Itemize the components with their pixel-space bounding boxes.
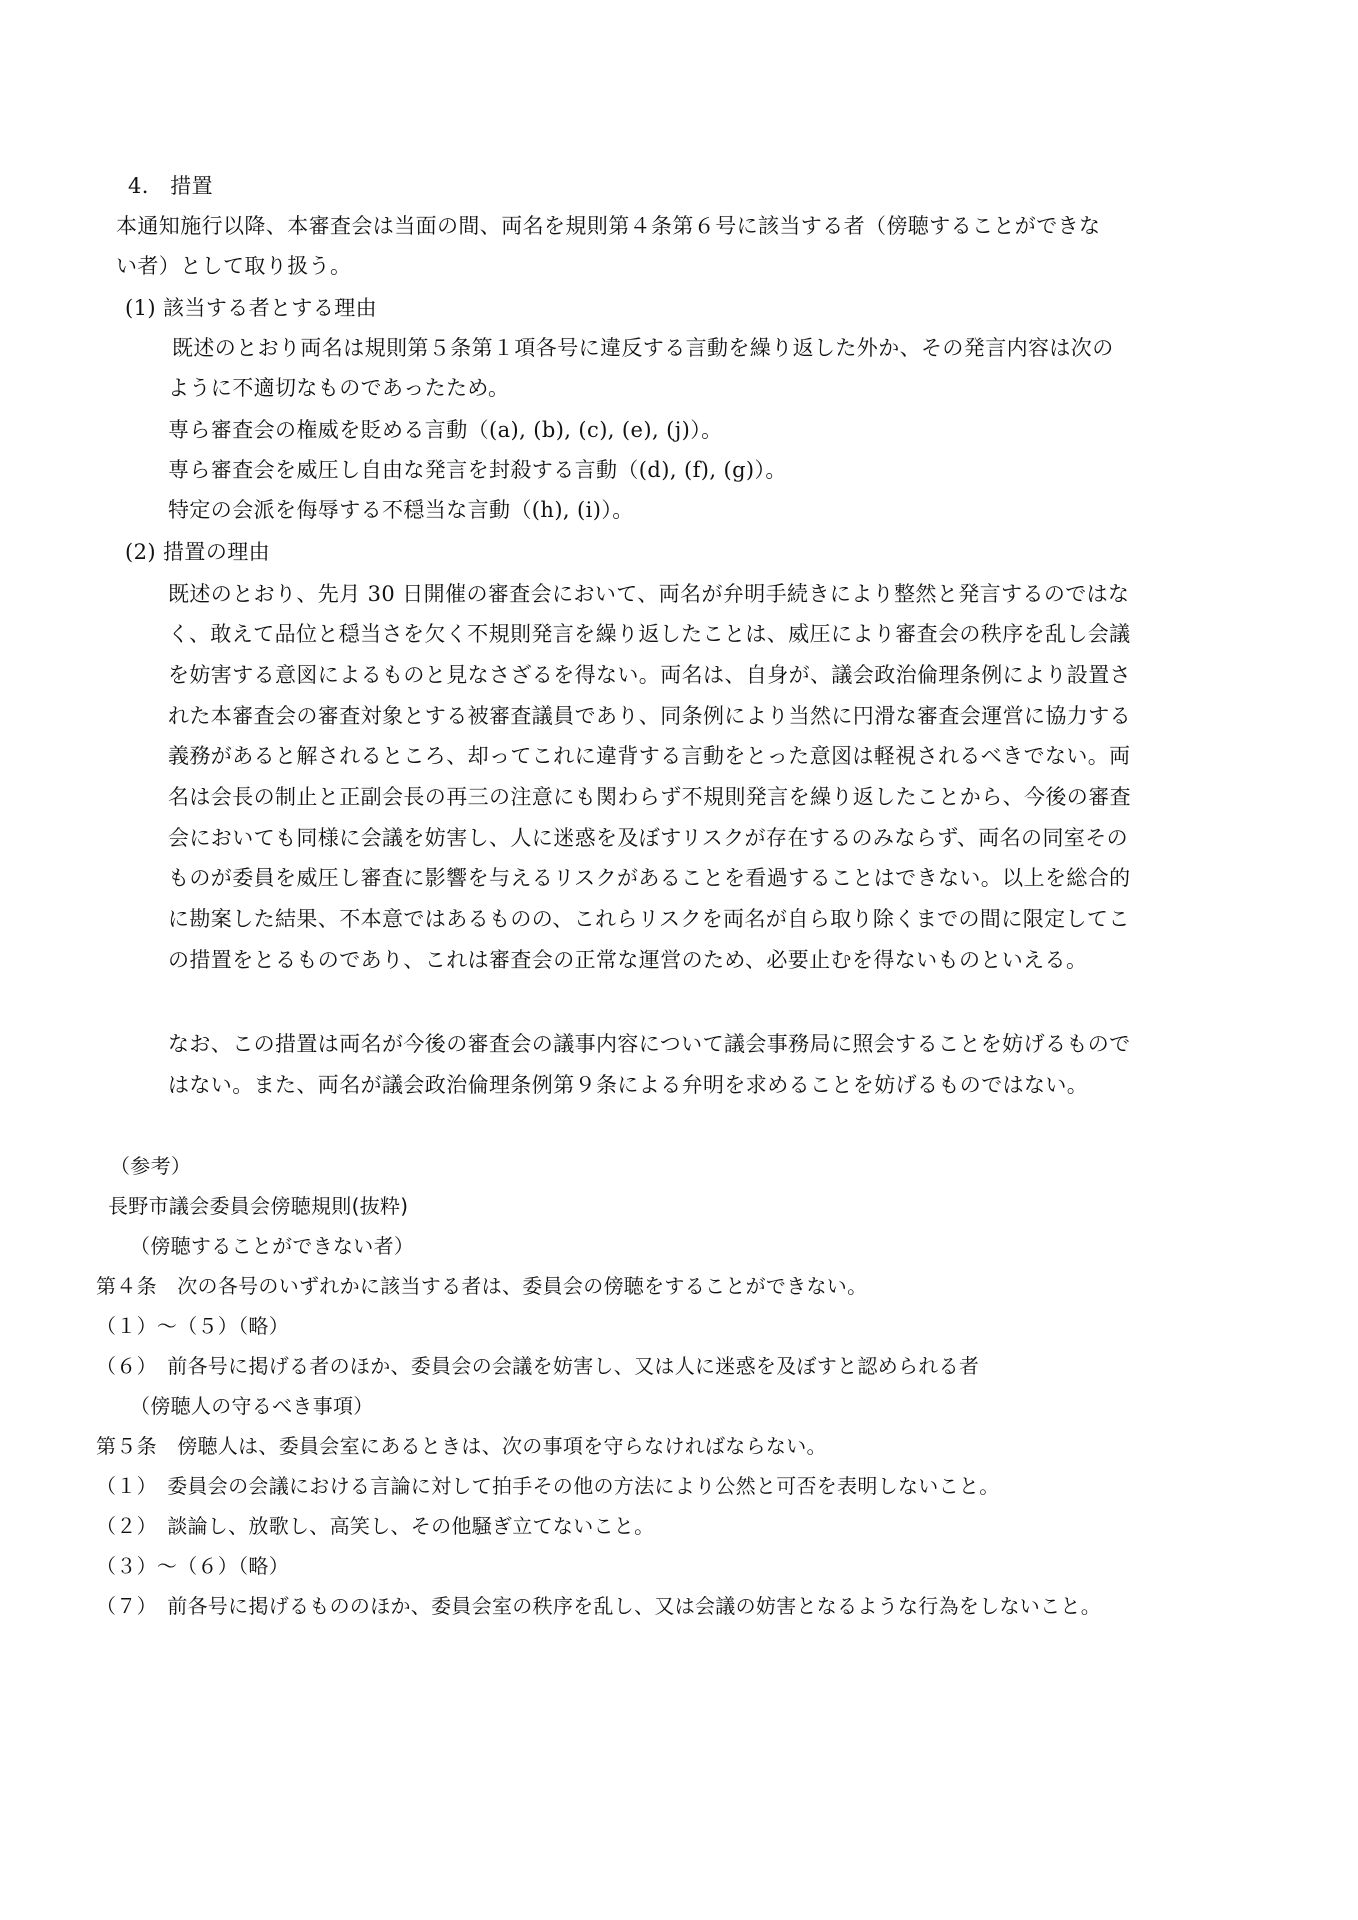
item2-paragraph-line: 義務があると解されるところ、却ってこれに違背する言動をとった意図は軽視されるべきでない。両 [168,744,1131,768]
article-item: （３）～（６）（略） [96,1554,289,1578]
article-4: 第４条 次の各号のいずれかに該当する者は、委員会の傍聴をすることができない。 [96,1274,868,1298]
reason-line: 専ら審査会の権威を貶める言動（(a), (b), (c), (e), (j)）。 [168,418,723,442]
item1-paragraph-line: 既述のとおり両名は規則第５条第１項各号に違反する言動を繰り返した外か、その発言内容は次の [172,336,1114,360]
item2-paragraph-line: 既述のとおり、先月 30 日開催の審査会において、両名が弁明手続きにより整然と発言するのではな [168,582,1130,606]
item2-paragraph-line: く、敢えて品位と穏当さを欠く不規則発言を繰り返したことは、威圧により審査会の秩序を乱し会議 [168,622,1131,646]
article-item: （６） 前各号に掲げる者のほか、委員会の会議を妨害し、又は人に迷惑を及ぼすと認められる者 [96,1354,980,1378]
item2-paragraph-line: 会においても同様に会議を妨害し、人に迷惑を及ぼすリスクが存在するのみならず、両名の同室その [168,826,1129,850]
item1-paragraph-line: ように不適切なものであったため。 [168,376,510,400]
note-line: なお、この措置は両名が今後の審査会の議事内容について議会事務局に照会することを妨げるもので [168,1032,1131,1056]
article-caption: （傍聴人の守るべき事項） [130,1394,374,1418]
item2-paragraph-line: 名は会長の制止と正副会長の再三の注意にも関わらず不規則発言を繰り返したことから、今後の審査 [168,785,1131,809]
item1-heading: (1) 該当する者とする理由 [125,296,378,320]
item2-paragraph-line: れた本審査会の審査対象とする被審査議員であり、同条例により当然に円滑な審査会運営に協力する [168,704,1131,728]
article-item: （１） 委員会の会議における言論に対して拍手その他の方法により公然と可否を表明しないこと。 [96,1474,1000,1498]
item2-paragraph-line: に勘案した結果、不本意ではあるものの、これらリスクを両名が自ら取り除くまでの間に限定してこ [168,907,1130,931]
section-heading: 4. 措置 [128,174,214,198]
item2-paragraph-line: を妨害する意図によるものと見なさざるを得ない。両名は、自身が、議会政治倫理条例により設置さ [168,663,1131,687]
reference-label: （参考） [110,1154,192,1178]
note-line: はない。また、両名が議会政治倫理条例第９条による弁明を求めることを妨げるものではない。 [168,1073,1089,1097]
article-5: 第５条 傍聴人は、委員会室にあるときは、次の事項を守らなければならない。 [96,1434,827,1458]
item2-paragraph-line: の措置をとるものであり、これは審査会の正常な運営のため、必要止むを得ないものといえる。 [168,948,1088,972]
intro-line: い者）として取り扱う。 [116,254,352,278]
reason-line: 特定の会派を侮辱する不穏当な言動（(h), (i)）。 [168,498,634,522]
reference-title: 長野市議会委員会傍聴規則(抜粋) [108,1194,409,1218]
item2-heading: (2) 措置の理由 [125,540,271,564]
article-item: （１）～（５）（略） [96,1314,289,1338]
item2-paragraph-line: ものが委員を威圧し審査に影響を与えるリスクがあることを看過することはできない。以上を総合的 [168,866,1131,890]
article-item: （２） 談論し、放歌し、高笑し、その他騒ぎ立てないこと。 [96,1514,655,1538]
intro-line: 本通知施行以降、本審査会は当面の間、両名を規則第４条第６号に該当する者（傍聴することができな [116,214,1101,238]
article-caption: （傍聴することができない者） [130,1234,415,1258]
article-item: （７） 前各号に掲げるもののほか、委員会室の秩序を乱し、又は会議の妨害となるような行為をしないこと。 [96,1594,1101,1618]
reason-line: 専ら審査会を威圧し自由な発言を封殺する言動（(d), (f), (g)）。 [168,458,787,482]
